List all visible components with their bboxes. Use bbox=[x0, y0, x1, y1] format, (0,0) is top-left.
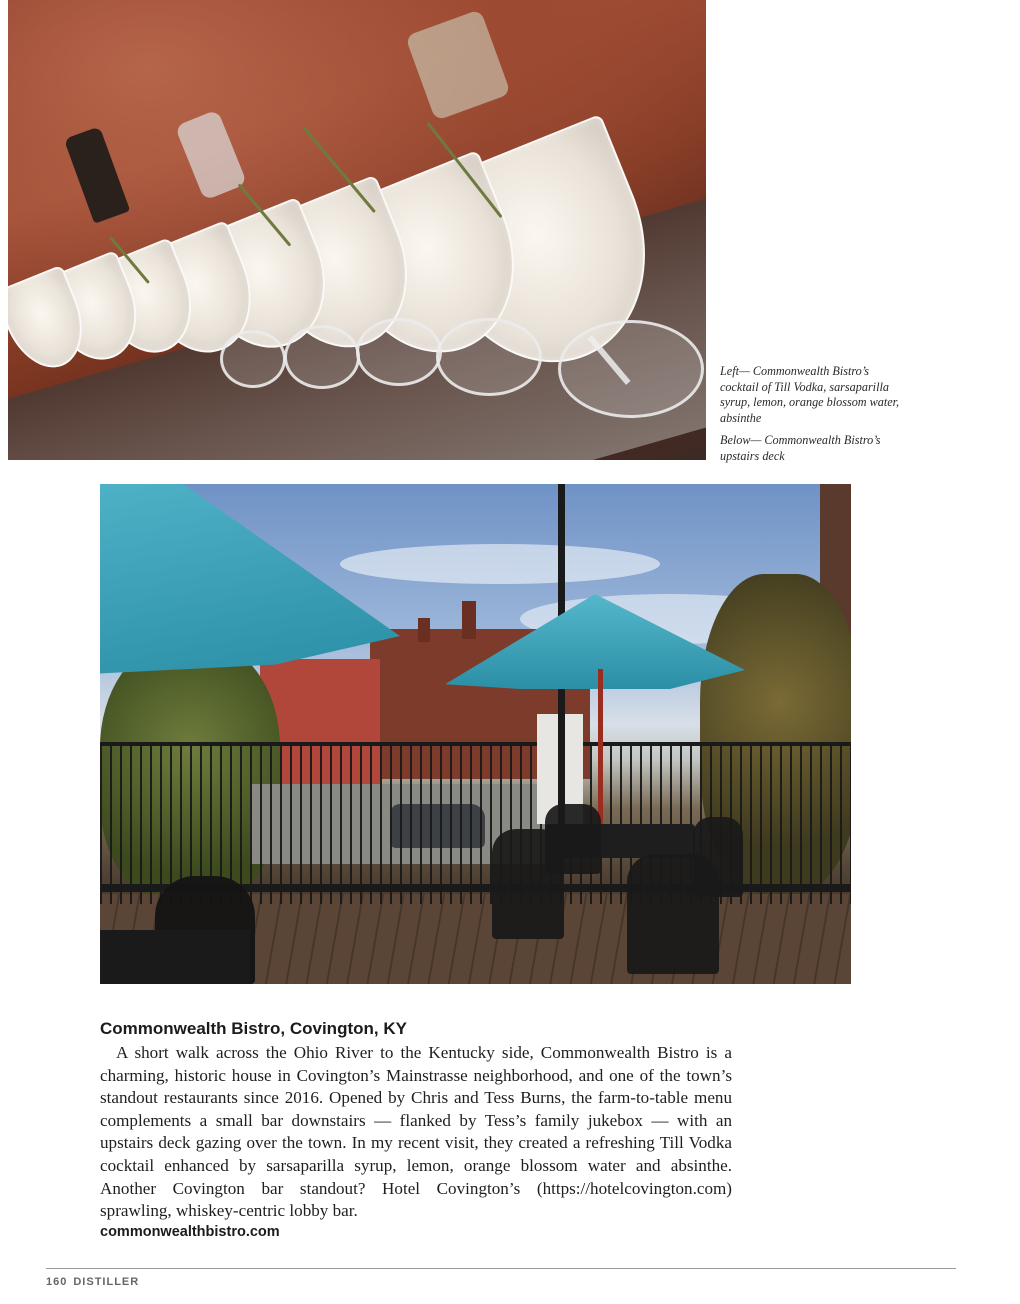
bottle bbox=[64, 126, 130, 224]
chimney bbox=[418, 618, 430, 642]
article-heading: Commonwealth Bistro, Covington, KY bbox=[100, 1019, 407, 1038]
article-body: A short walk across the Ohio River to the Kentucky side, Commonwealth Bistro is a charming, historic house in Covington’s Mainstrasse neighborhood, and one of the town’s standout restaurants since 2016. Opened by Chris and Tess Burns, the farm-to-table menu complements a small bar downstairs — flanked by Tess’s family jukebox — with an upstairs deck gazing over the town. In my recent visit, they created a refreshing Till Vodka cocktail enhanced by sarsaparilla syrup, lemon, orange blossom water and absinthe. Another Covington bar standout? Hotel Covington’s (https://hotelcovington.com) sprawling, whiskey-centric lobby bar. bbox=[100, 1043, 732, 1221]
article-website-link[interactable]: commonwealthbistro.com bbox=[100, 1224, 280, 1240]
glass-foot bbox=[356, 318, 442, 386]
herb-jar bbox=[405, 9, 511, 121]
page-folio bbox=[46, 1276, 145, 1288]
bottle bbox=[175, 109, 248, 200]
photo-caption-below: Below— Commonwealth Bistro’s upstairs deck bbox=[720, 433, 881, 463]
page-number: 160 bbox=[46, 1276, 68, 1288]
cocktail-photo bbox=[8, 0, 706, 460]
glass-foot bbox=[436, 318, 542, 396]
glass-foot bbox=[220, 330, 286, 388]
patio-chair bbox=[492, 829, 564, 939]
publication-name: DISTILLER bbox=[73, 1276, 140, 1288]
deck-photo bbox=[100, 484, 851, 984]
patio-table bbox=[100, 930, 250, 984]
cloud bbox=[340, 544, 660, 584]
footer-rule bbox=[46, 1268, 956, 1269]
glass-foot bbox=[558, 320, 704, 418]
patio-chair bbox=[693, 817, 743, 897]
umbrella-left bbox=[100, 484, 400, 674]
photo-caption-left: Left— Commonwealth Bistro’s cocktail of Till Vodka, sarsaparilla syrup, lemon, orange blossom water, absinthe bbox=[720, 364, 900, 425]
chimney bbox=[462, 601, 476, 639]
railing-top-bar bbox=[100, 742, 851, 746]
glass-foot bbox=[284, 325, 360, 389]
